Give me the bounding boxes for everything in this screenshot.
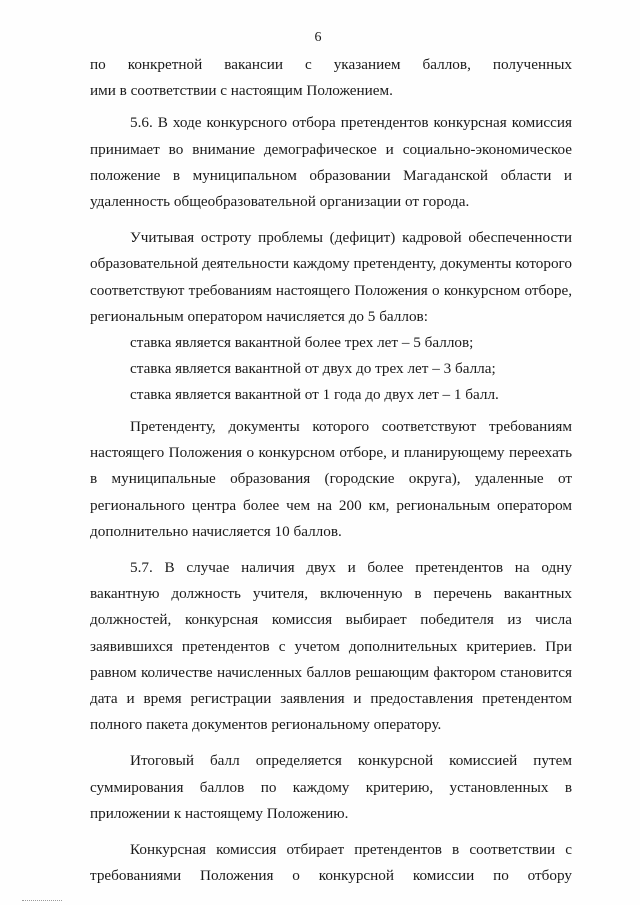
document-body bbox=[90, 52, 572, 889]
paragraph-final-score: Итоговый балл определяется конкурсной комиссией путем суммирования баллов по каждому критерию, установленных в приложении к настоящему Положению. bbox=[90, 752, 572, 822]
footer-mark bbox=[22, 900, 62, 901]
paragraph-continued-end: ими в соответствии с настоящим Положением. bbox=[90, 82, 393, 100]
paragraph-commission-selection: Конкурсная комиссия отбирает претендентов в соответствии с требованиями Положения о конкурсной комиссии по отбору bbox=[90, 841, 572, 885]
paragraph-scoring-intro: Учитывая остроту проблемы (дефицит) кадровой обеспеченности образовательной деятельности каждому претенденту, документы которого соответствуют требованиям настоящего Положения о конкурсном отборе, региональным оператором начисляется до 5 баллов: bbox=[90, 229, 572, 325]
page-number: 6 bbox=[314, 30, 322, 45]
list-item-one-to-two-years: ставка является вакантной от 1 года до двух лет – 1 балл. bbox=[130, 386, 499, 404]
paragraph-relocation-bonus: Претенденту, документы которого соответствуют требованиям настоящего Положения о конкурсном отборе, и планирующему переехать в муниципальные образования (городские округа), удаленные от регионального центра более чем на 200 км, региональным оператором дополнительно начисляется 10 баллов. bbox=[90, 418, 572, 540]
paragraph-5-6: 5.6. В ходе конкурсного отбора претендентов конкурсная комиссия принимает во внимание демографическое и социально-экономическое положение в муниципальном образовании Магаданской области и удаленность общеобразовательной организации от города. bbox=[90, 114, 572, 211]
paragraph-5-7: 5.7. В случае наличия двух и более претендентов на одну вакантную должность учителя, включенную в перечень вакантных должностей, конкурсная комиссия выбирает победителя из числа заявившихся претендентов с учетом дополнительных критериев. При равном количестве начисленных баллов решающим фактором становится дата и время регистрации заявления и предоставления претендентом полного пакета документов региональному оператору. bbox=[90, 559, 572, 734]
list-item-two-to-three-years: ставка является вакантной от двух до трех лет – 3 балла; bbox=[130, 360, 496, 378]
paragraph-continued-line: по конкретной вакансии с указанием баллов, полученных bbox=[90, 56, 572, 73]
list-item-over-three-years: ставка является вакантной более трех лет – 5 баллов; bbox=[130, 334, 474, 352]
